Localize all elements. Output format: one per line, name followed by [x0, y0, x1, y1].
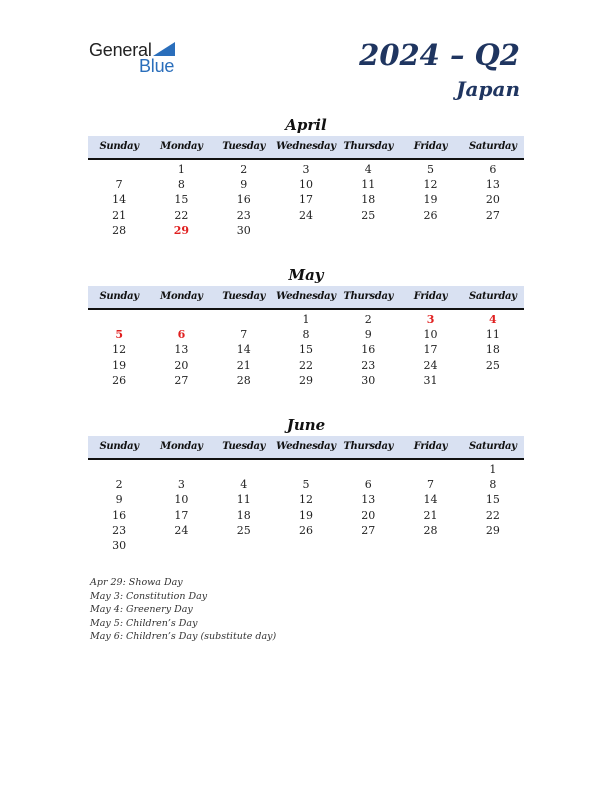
holiday-notes: [90, 576, 276, 644]
day-cell: 29: [298, 373, 313, 387]
day-cell: 26: [298, 523, 313, 537]
day-cell: [399, 538, 461, 553]
weekday-label: Sunday: [99, 141, 139, 152]
weekday-header-row: [88, 286, 524, 310]
weekday-label: Monday: [160, 441, 203, 452]
day-cell: [213, 312, 275, 327]
weekday-label: Friday: [413, 441, 448, 452]
day-cell: 13: [174, 343, 189, 357]
day-cell: 18: [361, 193, 376, 207]
day-cell: 12: [423, 178, 438, 192]
day-cell: 23: [361, 358, 376, 372]
day-cell: [275, 223, 337, 238]
day-cell: 14: [236, 343, 251, 357]
holiday-note: Apr 29: Showa Day: [90, 577, 183, 588]
week-row: [88, 162, 524, 177]
day-cell: 11: [485, 328, 500, 342]
week-row: [88, 192, 524, 207]
weekday-label: Wednesday: [276, 441, 336, 452]
day-cell: 8: [302, 328, 310, 342]
page-title: 2024 – Q2: [359, 38, 520, 72]
day-cell: [213, 538, 275, 553]
day-cell: [150, 538, 212, 553]
country-name: Japan: [456, 77, 520, 101]
day-cell: 6: [364, 478, 372, 492]
day-cell: 19: [298, 508, 313, 522]
day-cell: [462, 538, 524, 553]
day-cell: [462, 373, 524, 388]
logo-general-text: General: [89, 40, 152, 60]
day-cell: 15: [298, 343, 313, 357]
day-cell: 25: [236, 523, 251, 537]
day-cell: 30: [112, 538, 127, 552]
week-row: [88, 208, 524, 223]
day-cell: 19: [423, 193, 438, 207]
day-cell: [399, 462, 461, 477]
week-row: [88, 538, 524, 553]
month-title: June: [286, 416, 326, 434]
day-cell: 7: [240, 328, 248, 342]
weekday-header-row: [88, 436, 524, 460]
day-cell: 22: [298, 358, 313, 372]
day-cell: 4: [240, 478, 248, 492]
weekday-label: Sunday: [99, 441, 139, 452]
day-cell: [150, 312, 212, 327]
day-cell: 28: [423, 523, 438, 537]
weekday-label: Wednesday: [276, 291, 336, 302]
day-cell: 29: [485, 523, 500, 537]
day-cell: 20: [361, 508, 376, 522]
day-cell: 27: [174, 373, 189, 387]
week-row: [88, 373, 524, 388]
weekday-label: Saturday: [468, 441, 517, 452]
week-row: [88, 492, 524, 507]
day-cell: 3: [177, 478, 185, 492]
day-cell: 14: [112, 193, 127, 207]
day-cell: 9: [115, 493, 123, 507]
day-cell: 3: [302, 163, 310, 176]
day-cell: [88, 462, 150, 477]
week-row: [88, 477, 524, 492]
day-cell: 21: [112, 208, 127, 222]
month-title: May: [288, 266, 324, 284]
week-row: [88, 223, 524, 238]
day-cell: 7: [115, 178, 123, 192]
day-cell: 28: [112, 223, 127, 237]
day-cell: 24: [174, 523, 189, 537]
day-cell: [337, 462, 399, 477]
weekday-header-row: [88, 136, 524, 160]
week-row: [88, 508, 524, 523]
day-cell: 8: [489, 478, 497, 492]
day-cell: 4: [364, 163, 372, 176]
day-cell: 28: [236, 373, 251, 387]
day-cell: 11: [361, 178, 376, 192]
logo-triangle-icon: [153, 42, 175, 56]
day-cell: 15: [485, 493, 500, 507]
day-cell: 12: [298, 493, 313, 507]
day-cell: 10: [298, 178, 313, 192]
day-cell: 15: [174, 193, 189, 207]
day-cell: 17: [423, 343, 438, 357]
weekday-label: Saturday: [468, 141, 517, 152]
day-cell: 12: [112, 343, 127, 357]
day-cell: 8: [177, 178, 185, 192]
day-cell: 18: [485, 343, 500, 357]
day-cell: 22: [174, 208, 189, 222]
generalblue-logo: [89, 40, 189, 76]
day-cell: 1: [489, 463, 497, 476]
day-cell: 16: [236, 193, 251, 207]
day-cell: 5: [302, 478, 310, 492]
day-cell: 23: [236, 208, 251, 222]
day-cell: 17: [298, 193, 313, 207]
day-cell: 5: [427, 163, 435, 176]
day-cell: [88, 162, 150, 177]
day-cell: [150, 462, 212, 477]
weekday-label: Monday: [160, 141, 203, 152]
day-cell: 17: [174, 508, 189, 522]
day-cell: 24: [298, 208, 313, 222]
weekday-label: Sunday: [99, 291, 139, 302]
day-cell: 2: [115, 478, 123, 492]
week-row: [88, 177, 524, 192]
day-cell: [337, 223, 399, 238]
weekday-label: Tuesday: [222, 141, 266, 152]
day-cell: 16: [361, 343, 376, 357]
day-cell: 7: [427, 478, 435, 492]
week-row: [88, 327, 524, 342]
holiday-note: May 3: Constitution Day: [90, 590, 208, 602]
day-cell: 2: [364, 313, 372, 326]
weekday-label: Thursday: [343, 141, 394, 152]
day-cell: 23: [112, 523, 127, 537]
day-cell: 21: [423, 508, 438, 522]
day-cell: 11: [236, 493, 251, 507]
weekday-label: Friday: [413, 141, 448, 152]
day-cell: 27: [361, 523, 376, 537]
day-cell: 14: [423, 493, 438, 507]
day-cell: 29: [173, 223, 190, 237]
holiday-note: May 6: Children’s Day (substitute day): [90, 631, 277, 643]
day-cell: 4: [489, 313, 497, 326]
day-cell: 10: [423, 328, 438, 342]
day-cell: [275, 538, 337, 553]
weekday-label: Thursday: [343, 441, 394, 452]
day-cell: 27: [485, 208, 500, 222]
day-cell: 20: [485, 193, 500, 207]
day-cell: [399, 223, 461, 238]
day-cell: 2: [240, 163, 248, 176]
month-june: [88, 416, 524, 553]
day-cell: 6: [489, 163, 497, 176]
weekday-label: Thursday: [343, 291, 394, 302]
holiday-note: May 5: Children’s Day: [90, 617, 198, 629]
day-cell: 9: [364, 328, 372, 342]
day-cell: 20: [174, 358, 189, 372]
day-cell: 13: [485, 178, 500, 192]
day-cell: 16: [112, 508, 127, 522]
day-cell: 6: [177, 328, 186, 342]
day-cell: 19: [112, 358, 127, 372]
day-cell: [275, 462, 337, 477]
day-cell: 5: [115, 328, 123, 342]
month-april: [88, 116, 524, 238]
weekday-label: Tuesday: [222, 441, 266, 452]
weekday-label: Saturday: [468, 291, 517, 302]
day-cell: 1: [177, 163, 185, 176]
weekday-label: Wednesday: [276, 141, 336, 152]
day-cell: [337, 538, 399, 553]
day-cell: [462, 223, 524, 238]
day-cell: 3: [426, 313, 435, 326]
weekday-label: Tuesday: [222, 291, 266, 302]
day-cell: 25: [361, 208, 376, 222]
logo-blue-text: Blue: [139, 56, 175, 76]
day-cell: 26: [112, 373, 127, 387]
week-row: [88, 342, 524, 357]
week-row: [88, 358, 524, 373]
weekday-label: Friday: [413, 291, 448, 302]
week-row: [88, 462, 524, 477]
holiday-note: May 4: Greenery Day: [90, 604, 193, 616]
day-cell: 30: [236, 223, 251, 237]
day-cell: 22: [485, 508, 500, 522]
day-cell: 21: [236, 358, 251, 372]
week-row: [88, 312, 524, 327]
day-cell: 10: [174, 493, 189, 507]
day-cell: 31: [423, 373, 438, 387]
day-cell: [213, 462, 275, 477]
day-cell: 13: [361, 493, 376, 507]
day-cell: 9: [240, 178, 248, 192]
month-title: April: [285, 116, 327, 134]
day-cell: [88, 312, 150, 327]
week-row: [88, 523, 524, 538]
day-cell: 18: [236, 508, 251, 522]
day-cell: 26: [423, 208, 438, 222]
day-cell: 1: [302, 313, 310, 326]
day-cell: 30: [361, 373, 376, 387]
day-cell: 25: [485, 358, 500, 372]
day-cell: 24: [423, 358, 438, 372]
weekday-label: Monday: [160, 291, 203, 302]
month-may: [88, 266, 524, 388]
